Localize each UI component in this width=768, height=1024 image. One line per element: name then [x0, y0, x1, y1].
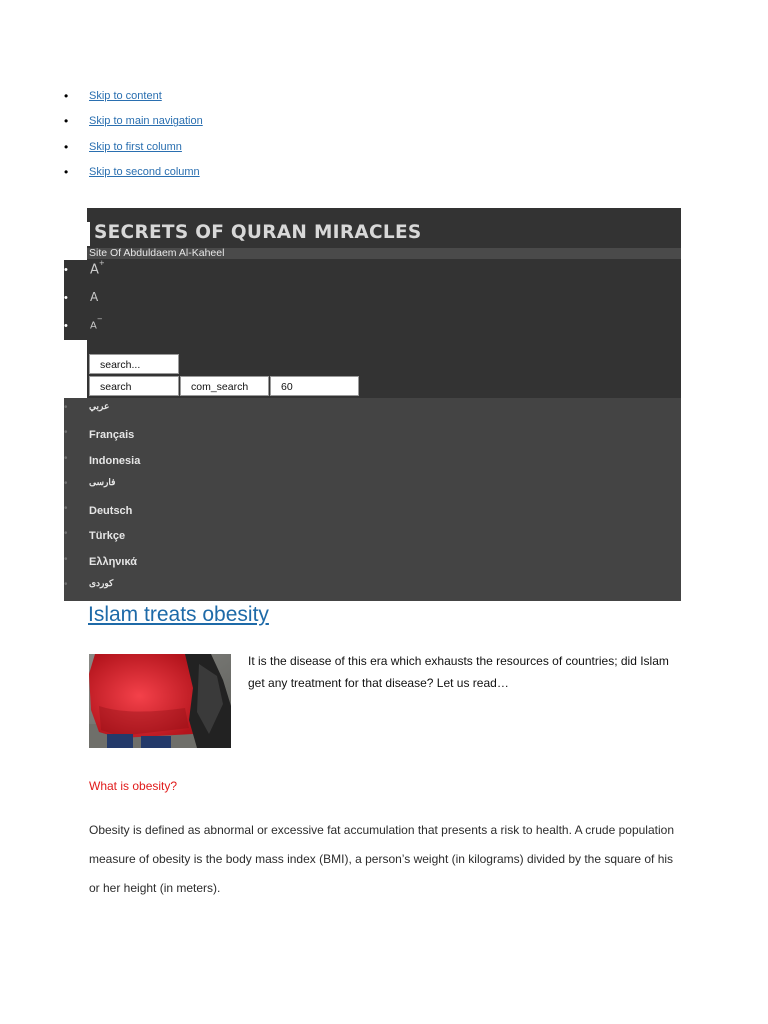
article-intro: It is the disease of this era which exhausts the resources of countries; did Islam get any treatment for that disease? Let us read…: [248, 654, 669, 690]
font-glyph: A: [90, 262, 99, 278]
bullet: •: [64, 528, 68, 540]
option-field[interactable]: [180, 376, 269, 396]
article-body: Obesity is defined as abnormal or excessive fat accumulation that presents a risk to health. A crude population measure of obesity is the body mass index (BMI), a person’s weight (in kilograms) divided by the square of his or her height (in meters).: [89, 823, 674, 895]
itemid-field[interactable]: [270, 376, 359, 396]
font-glyph: A: [90, 320, 97, 332]
bullet: •: [64, 553, 68, 565]
bullet: •: [64, 503, 68, 515]
bullet: •: [64, 427, 68, 439]
article-title-link[interactable]: Islam treats obesity: [88, 603, 269, 626]
language-link-indonesian[interactable]: Indonesia: [89, 454, 141, 467]
bullet: •: [64, 452, 68, 464]
font-glyph: A: [90, 290, 99, 304]
bullet: •: [64, 114, 69, 129]
skip-to-content-link[interactable]: Skip to content: [89, 90, 162, 102]
bullet: •: [64, 402, 68, 413]
language-link-kurdish[interactable]: کوردی: [89, 578, 114, 589]
bullet: •: [64, 292, 68, 304]
site-title[interactable]: SECRETS OF QURAN MIRACLES: [94, 222, 422, 243]
bullet: •: [64, 320, 68, 332]
site-subtitle: Site Of Abduldaem Al-Kaheel: [89, 247, 225, 259]
article-thumbnail: [89, 654, 231, 748]
bullet: •: [64, 264, 68, 276]
language-link-turkish[interactable]: Türkçe: [89, 530, 126, 543]
bullet: •: [64, 139, 69, 154]
search-button[interactable]: [89, 376, 179, 396]
font-decrease-icon[interactable]: [90, 315, 103, 332]
font-glyph-sup: −: [96, 315, 103, 323]
bullet: •: [64, 579, 68, 591]
obese-person-image: [89, 654, 231, 748]
search-input[interactable]: [89, 354, 179, 374]
language-link-arabic[interactable]: عربي: [89, 401, 110, 411]
title-marker: [87, 222, 90, 246]
language-panel: [64, 398, 681, 601]
language-link-greek[interactable]: Ελληνικά: [89, 555, 137, 568]
font-reset-icon[interactable]: [90, 290, 98, 304]
bullet: •: [64, 164, 69, 179]
language-link-german[interactable]: Deutsch: [89, 505, 133, 518]
section-heading: What is obesity?: [89, 779, 178, 793]
skip-to-main-navigation-link[interactable]: Skip to main navigation: [89, 115, 203, 128]
skip-to-second-column-link[interactable]: Skip to second column: [89, 165, 200, 178]
language-link-french[interactable]: Français: [89, 429, 135, 442]
bullet: •: [64, 89, 69, 103]
language-link-persian[interactable]: فارسی: [89, 476, 116, 487]
bullet: •: [64, 477, 68, 489]
skip-to-first-column-link[interactable]: Skip to first column: [89, 140, 182, 153]
font-increase-icon[interactable]: [90, 259, 105, 278]
font-glyph-sup: +: [98, 259, 105, 267]
